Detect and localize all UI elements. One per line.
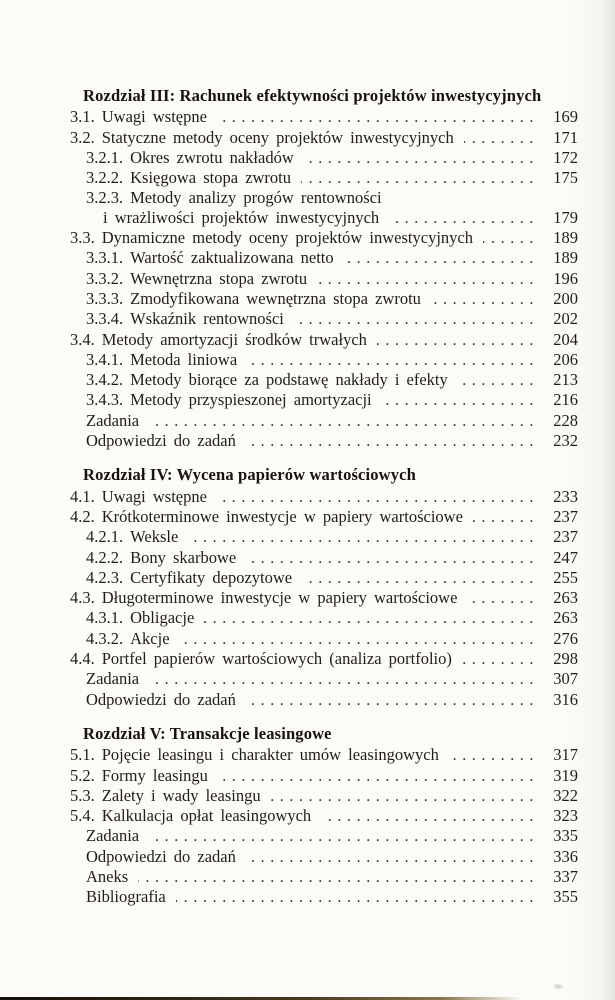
entry-title: Portfel papierów wartościowych (analiza portfolio)	[101, 649, 452, 669]
page-number: 228	[553, 410, 578, 430]
toc-entry	[86, 690, 578, 710]
entry-title: Pojęcie leasingu i charakter umów leasingowych	[101, 745, 439, 765]
entry-number: 4.2.1.	[86, 527, 124, 547]
page-number: 202	[553, 309, 578, 329]
toc-entry	[86, 887, 578, 907]
dot-leader	[218, 766, 539, 786]
dot-leader	[462, 649, 539, 669]
page-number: 237	[553, 506, 578, 526]
entry-title: Zadania	[86, 410, 140, 430]
toc-entry	[86, 309, 578, 329]
page-number: 233	[553, 486, 578, 506]
page-number: 247	[553, 547, 578, 567]
page-number: 196	[553, 268, 578, 288]
toc-entry	[86, 431, 578, 451]
page-number: 169	[553, 107, 578, 127]
toc-entry	[70, 507, 578, 527]
page-number: 255	[553, 567, 578, 587]
entry-number: 3.4.2.	[86, 370, 124, 390]
dot-leader	[302, 568, 539, 588]
entry-number: 3.2.2.	[86, 168, 124, 188]
entry-title: Okres zwrotu nakładów	[130, 147, 294, 167]
dot-leader	[180, 629, 539, 649]
toc-entry	[70, 228, 578, 248]
entry-number: 4.4.	[70, 649, 95, 669]
page-number: 204	[553, 329, 578, 349]
dot-leader	[204, 608, 539, 628]
entry-number: 4.3.1.	[86, 608, 124, 628]
entry-number: 4.3.2.	[86, 628, 124, 648]
dot-leader	[138, 867, 539, 887]
toc-entry	[86, 669, 578, 689]
page-number: 206	[553, 349, 578, 369]
dot-leader	[246, 548, 539, 568]
page-number: 322	[553, 785, 578, 805]
page-number: 316	[553, 689, 578, 709]
entry-number: 4.2.3.	[86, 567, 124, 587]
dot-leader	[301, 168, 539, 188]
entry-title: Księgowa stopa zwrotu	[130, 168, 292, 188]
entry-title: Długoterminowe inwestycje w papiery wartościowe	[101, 588, 458, 608]
entry-title: Zadania	[86, 669, 140, 689]
dot-leader	[483, 228, 539, 248]
toc-entry	[86, 608, 578, 628]
entry-title: Kalkulacja opłat leasingowych	[101, 806, 312, 826]
toc-entry	[70, 786, 578, 806]
dot-leader	[344, 248, 539, 268]
toc-entry	[70, 806, 578, 826]
page-number: 319	[553, 765, 578, 785]
page-number: 323	[553, 806, 578, 826]
entry-title: Krótkoterminowe inwestycje w papiery wartościowe	[101, 506, 463, 526]
entry-number: 3.1.	[70, 107, 95, 127]
entry-title: Obligacje	[130, 608, 195, 628]
page-number: 336	[553, 846, 578, 866]
dot-leader	[217, 107, 539, 127]
dot-leader	[149, 669, 539, 689]
entry-number: 3.3.4.	[86, 309, 124, 329]
entry-title: Aneks	[86, 866, 129, 886]
toc-entry	[86, 568, 578, 588]
page-number: 263	[553, 588, 578, 608]
toc-entry	[86, 188, 578, 207]
entry-number: 3.4.3.	[86, 390, 124, 410]
toc-entry	[86, 826, 578, 846]
entry-title: Metody amortyzacji środków trwałych	[101, 329, 367, 349]
entry-number: 4.2.	[70, 506, 95, 526]
entry-number: 4.1.	[70, 486, 95, 506]
toc-entry	[70, 330, 578, 350]
page-number: 200	[553, 288, 578, 308]
entry-number: 5.1.	[70, 745, 95, 765]
dot-leader	[377, 330, 539, 350]
page-number: 335	[553, 826, 578, 846]
page-number: 189	[553, 228, 578, 248]
dot-leader	[464, 128, 539, 148]
toc-entry	[70, 766, 578, 786]
entry-title: Zmodyfikowana wewnętrzna stopa zwrotu	[130, 288, 421, 308]
entry-number: 5.3.	[70, 785, 95, 805]
toc-chapter-3	[70, 724, 578, 908]
toc-chapter-1	[70, 86, 578, 451]
dot-leader	[188, 527, 539, 547]
entry-title: Uwagi wstępne	[101, 486, 207, 506]
entry-title: Bony skarbowe	[130, 547, 237, 567]
dot-leader	[317, 269, 539, 289]
page-number: 213	[553, 370, 578, 390]
toc-entry	[70, 649, 578, 669]
toc-entry	[86, 248, 578, 268]
dot-leader	[149, 411, 539, 431]
entry-title: Bibliografia	[86, 887, 166, 907]
page-number: 179	[553, 207, 578, 227]
entry-title: Metody przyspieszonej amortyzacji	[130, 390, 372, 410]
dot-leader	[149, 826, 539, 846]
toc-entry	[70, 487, 578, 507]
toc-entry	[86, 390, 578, 410]
entry-title: Uwagi wstępne	[101, 107, 207, 127]
page-number: 216	[553, 390, 578, 410]
dot-leader	[247, 350, 539, 370]
page-number: 175	[553, 168, 578, 188]
page-number: 355	[553, 887, 578, 907]
scan-smudge	[552, 983, 564, 990]
page-number: 237	[553, 527, 578, 547]
dot-leader	[467, 588, 539, 608]
toc-entry	[86, 168, 578, 188]
toc-entry	[70, 107, 578, 127]
entry-title: Wartość zaktualizowana netto	[130, 248, 334, 268]
entry-number: 3.4.	[70, 329, 95, 349]
toc-entry	[86, 847, 578, 867]
entry-title: Odpowiedzi do zadań	[86, 431, 236, 451]
toc-entry	[86, 269, 578, 289]
dot-leader	[246, 431, 539, 451]
entry-title: i wrażliwości projektów inwestycyjnych	[103, 207, 380, 227]
chapter-heading: Rozdział V: Transakcje leasingowe	[83, 723, 332, 743]
toc-chapter-2	[70, 465, 578, 710]
toc-entry	[70, 588, 578, 608]
toc-entry	[86, 527, 578, 547]
entry-number: 3.2.3.	[86, 188, 124, 208]
entry-title: Metoda liniowa	[130, 349, 238, 369]
entry-number: 3.3.3.	[86, 288, 124, 308]
entry-title: Weksle	[130, 527, 179, 547]
entry-title: Wewnętrzna stopa zwrotu	[130, 268, 308, 288]
toc-entry	[86, 148, 578, 168]
page-number: 232	[553, 431, 578, 451]
dot-leader	[431, 289, 539, 309]
dot-leader	[321, 806, 539, 826]
chapter-heading: Rozdział IV: Wycena papierów wartościowych	[83, 465, 416, 485]
entry-number: 3.3.	[70, 228, 95, 248]
entry-number: 3.3.1.	[86, 248, 124, 268]
entry-title: Odpowiedzi do zadań	[86, 689, 236, 709]
entry-title: Akcje	[130, 628, 170, 648]
entry-title: Zalety i wady leasingu	[101, 785, 261, 805]
toc-entry	[103, 208, 578, 228]
entry-number: 3.4.1.	[86, 349, 124, 369]
entry-number: 4.2.2.	[86, 547, 124, 567]
entry-number: 3.2.1.	[86, 147, 124, 167]
toc-entry	[70, 128, 578, 148]
entry-title: Metody analizy progów rentowności	[130, 188, 382, 208]
entry-title: Zadania	[86, 826, 140, 846]
chapter-heading: Rozdział III: Rachunek efektywności projektów inwestycyjnych	[83, 86, 542, 105]
page-number: 189	[553, 248, 578, 268]
page-number: 172	[553, 147, 578, 167]
dot-leader	[294, 309, 539, 329]
toc-entry	[70, 745, 578, 765]
toc-entry	[86, 629, 578, 649]
dot-leader	[271, 786, 539, 806]
entry-number: 5.2.	[70, 765, 95, 785]
entry-title: Formy leasingu	[101, 765, 208, 785]
dot-leader	[246, 847, 539, 867]
dot-leader	[382, 390, 539, 410]
toc-entry	[86, 350, 578, 370]
dot-leader	[389, 208, 539, 228]
dot-leader	[458, 370, 539, 390]
page-number: 298	[553, 649, 578, 669]
toc-entry	[86, 867, 578, 887]
entry-title: Statyczne metody oceny projektów inwestycyjnych	[101, 127, 454, 147]
entry-title: Odpowiedzi do zadań	[86, 846, 236, 866]
page-number: 171	[553, 127, 578, 147]
page-number: 263	[553, 608, 578, 628]
entry-number: 5.4.	[70, 806, 95, 826]
dot-leader	[473, 507, 539, 527]
dot-leader	[217, 487, 539, 507]
page-number: 276	[553, 628, 578, 648]
toc-entry	[86, 548, 578, 568]
dot-leader	[246, 690, 539, 710]
entry-title: Certyfikaty depozytowe	[130, 567, 293, 587]
entry-number: 3.2.	[70, 127, 95, 147]
dot-leader	[449, 745, 539, 765]
entry-number: 4.3.	[70, 588, 95, 608]
page-number: 317	[553, 745, 578, 765]
toc-entry	[86, 411, 578, 431]
toc-entry	[86, 370, 578, 390]
entry-title: Metody biorące za podstawę nakłady i efekty	[130, 370, 448, 390]
dot-leader	[176, 887, 539, 907]
toc-entry	[86, 289, 578, 309]
page-number: 307	[553, 669, 578, 689]
dot-leader	[304, 148, 539, 168]
entry-number: 3.3.2.	[86, 268, 124, 288]
entry-title: Dynamiczne metody oceny projektów inwestycyjnych	[101, 228, 473, 248]
page-number: 337	[553, 866, 578, 886]
entry-title: Wskaźnik rentowności	[130, 309, 284, 329]
